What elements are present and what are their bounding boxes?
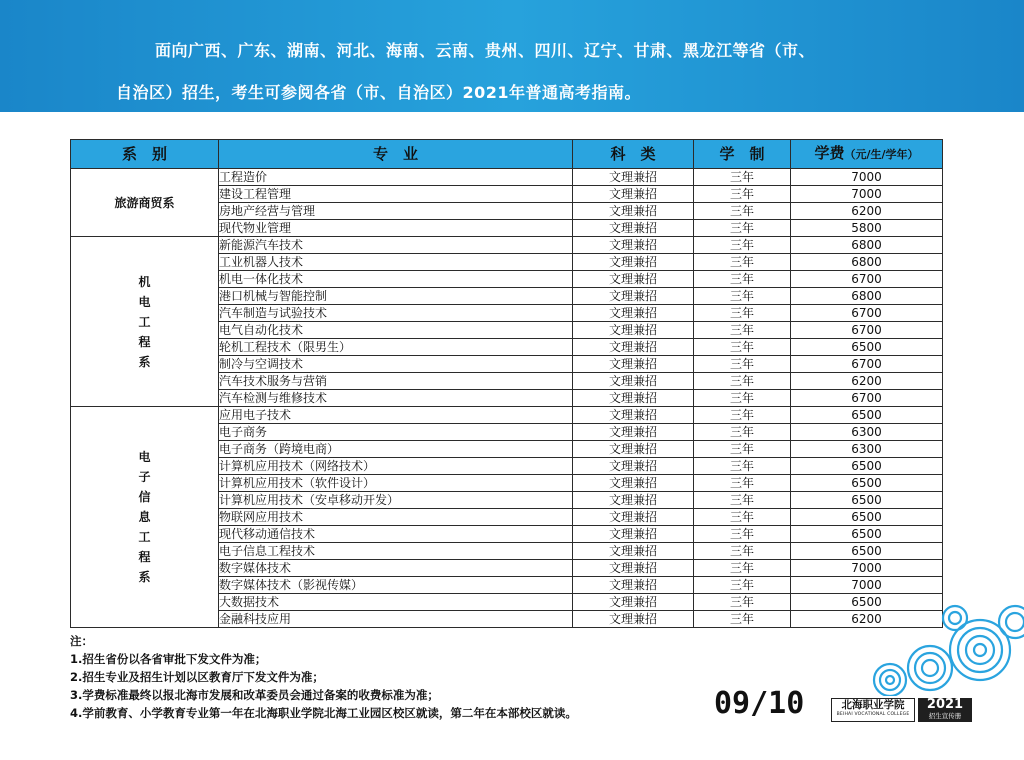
category-cell: 文理兼招	[573, 543, 694, 560]
duration-cell: 三年	[694, 560, 791, 577]
fee-cell: 6700	[791, 356, 943, 373]
header-fee-unit: （元/生/学年）	[844, 148, 919, 161]
duration-cell: 三年	[694, 526, 791, 543]
duration-cell: 三年	[694, 169, 791, 186]
table-row	[71, 237, 943, 254]
table-body	[71, 169, 943, 628]
major-cell: 机电一体化技术	[219, 271, 573, 288]
fee-cell: 6500	[791, 458, 943, 475]
category-cell: 文理兼招	[573, 594, 694, 611]
major-cell: 现代移动通信技术	[219, 526, 573, 543]
major-cell: 数字媒体技术	[219, 560, 573, 577]
major-cell: 电子信息工程技术	[219, 543, 573, 560]
category-cell: 文理兼招	[573, 611, 694, 628]
category-cell: 文理兼招	[573, 305, 694, 322]
header-fee-label: 学费	[814, 144, 845, 162]
school-name-en: BEIHAI VOCATIONAL COLLEGE	[836, 712, 910, 717]
header-category: 科 类	[573, 140, 694, 169]
fee-cell: 6500	[791, 509, 943, 526]
duration-cell: 三年	[694, 356, 791, 373]
fee-cell: 6500	[791, 594, 943, 611]
fee-cell: 6700	[791, 271, 943, 288]
fee-cell: 6700	[791, 305, 943, 322]
duration-cell: 三年	[694, 390, 791, 407]
major-cell: 计算机应用技术（网络技术）	[219, 458, 573, 475]
fee-cell: 6500	[791, 339, 943, 356]
fee-cell: 6500	[791, 526, 943, 543]
category-cell: 文理兼招	[573, 186, 694, 203]
category-cell: 文理兼招	[573, 203, 694, 220]
school-logo	[831, 698, 915, 722]
duration-cell: 三年	[694, 458, 791, 475]
major-cell: 汽车制造与试验技术	[219, 305, 573, 322]
major-cell: 大数据技术	[219, 594, 573, 611]
department-cell	[71, 407, 219, 628]
category-cell: 文理兼招	[573, 339, 694, 356]
duration-cell: 三年	[694, 577, 791, 594]
fee-cell: 6500	[791, 543, 943, 560]
fee-cell: 6200	[791, 373, 943, 390]
category-cell: 文理兼招	[573, 254, 694, 271]
note-item: 2.招生专业及招生计划以区教育厅下发文件为准；	[70, 670, 324, 684]
note-item: 3.学费标准最终以报北海市发展和改革委员会通过备案的收费标准为准；	[70, 688, 439, 702]
major-cell: 汽车检测与维修技术	[219, 390, 573, 407]
table-row	[71, 407, 943, 424]
fee-cell: 7000	[791, 186, 943, 203]
major-cell: 港口机械与智能控制	[219, 288, 573, 305]
header-major: 专 业	[219, 140, 573, 169]
year-badge	[918, 698, 972, 722]
duration-cell: 三年	[694, 305, 791, 322]
department-name: 机电工程系	[138, 274, 151, 369]
major-cell: 房地产经营与管理	[219, 203, 573, 220]
page-number: 09/10	[714, 686, 805, 721]
duration-cell: 三年	[694, 509, 791, 526]
category-cell: 文理兼招	[573, 322, 694, 339]
duration-cell: 三年	[694, 441, 791, 458]
header-fee	[791, 140, 943, 169]
major-cell: 轮机工程技术（限男生）	[219, 339, 573, 356]
major-cell: 制冷与空调技术	[219, 356, 573, 373]
category-cell: 文理兼招	[573, 169, 694, 186]
category-cell: 文理兼招	[573, 475, 694, 492]
major-cell: 金融科技应用	[219, 611, 573, 628]
major-cell: 工程造价	[219, 169, 573, 186]
duration-cell: 三年	[694, 594, 791, 611]
department-cell	[71, 169, 219, 237]
fee-cell: 6300	[791, 424, 943, 441]
note-item: 4.学前教育、小学教育专业第一年在北海职业学院北海工业园区校区就读，第二年在本部校区就读。	[70, 706, 577, 720]
major-cell: 汽车技术服务与营销	[219, 373, 573, 390]
category-cell: 文理兼招	[573, 577, 694, 594]
fee-cell: 6800	[791, 288, 943, 305]
duration-cell: 三年	[694, 203, 791, 220]
fee-cell: 6200	[791, 611, 943, 628]
cloud-swirl-decoration	[830, 600, 1024, 696]
major-cell: 计算机应用技术（软件设计）	[219, 475, 573, 492]
header-duration: 学 制	[694, 140, 791, 169]
duration-cell: 三年	[694, 322, 791, 339]
fee-cell: 6500	[791, 475, 943, 492]
major-cell: 电子商务	[219, 424, 573, 441]
major-cell: 现代物业管理	[219, 220, 573, 237]
notes	[70, 632, 577, 722]
duration-cell: 三年	[694, 288, 791, 305]
duration-cell: 三年	[694, 611, 791, 628]
fee-cell: 6500	[791, 407, 943, 424]
major-cell: 新能源汽车技术	[219, 237, 573, 254]
fee-cell: 6300	[791, 441, 943, 458]
department-name: 电子信息工程系	[138, 450, 151, 584]
major-cell: 工业机器人技术	[219, 254, 573, 271]
table-row	[71, 169, 943, 186]
category-cell: 文理兼招	[573, 424, 694, 441]
major-cell: 建设工程管理	[219, 186, 573, 203]
major-cell: 计算机应用技术（安卓移动开发）	[219, 492, 573, 509]
department-cell	[71, 237, 219, 407]
fee-cell: 6800	[791, 237, 943, 254]
fee-cell: 7000	[791, 577, 943, 594]
category-cell: 文理兼招	[573, 220, 694, 237]
duration-cell: 三年	[694, 339, 791, 356]
duration-cell: 三年	[694, 186, 791, 203]
duration-cell: 三年	[694, 237, 791, 254]
intro-line-2: 自治区）招生，考生可参阅各省（市、自治区）2021年普通高考指南。	[116, 83, 642, 102]
fee-cell: 7000	[791, 169, 943, 186]
category-cell: 文理兼招	[573, 441, 694, 458]
category-cell: 文理兼招	[573, 492, 694, 509]
category-cell: 文理兼招	[573, 356, 694, 373]
year-caption: 招生宣传册	[928, 712, 962, 720]
department-name: 旅游商贸系	[114, 195, 175, 210]
fee-cell: 6200	[791, 203, 943, 220]
fee-cell: 6700	[791, 322, 943, 339]
table-header-row	[71, 140, 943, 169]
fee-cell: 6500	[791, 492, 943, 509]
duration-cell: 三年	[694, 373, 791, 390]
category-cell: 文理兼招	[573, 390, 694, 407]
note-item: 1.招生省份以各省审批下发文件为准；	[70, 652, 267, 666]
school-name: 北海职业学院	[841, 699, 905, 711]
major-cell: 电气自动化技术	[219, 322, 573, 339]
major-cell: 应用电子技术	[219, 407, 573, 424]
header-dept: 系 别	[71, 140, 219, 169]
duration-cell: 三年	[694, 254, 791, 271]
category-cell: 文理兼招	[573, 237, 694, 254]
intro-line-1: 面向广西、广东、湖南、河北、海南、云南、贵州、四川、辽宁、甘肃、黑龙江等省（市、	[155, 41, 816, 60]
duration-cell: 三年	[694, 475, 791, 492]
category-cell: 文理兼招	[573, 288, 694, 305]
fee-cell: 6700	[791, 390, 943, 407]
duration-cell: 三年	[694, 543, 791, 560]
major-cell: 物联网应用技术	[219, 509, 573, 526]
duration-cell: 三年	[694, 407, 791, 424]
duration-cell: 三年	[694, 271, 791, 288]
major-cell: 数字媒体技术（影视传媒）	[219, 577, 573, 594]
category-cell: 文理兼招	[573, 560, 694, 577]
duration-cell: 三年	[694, 220, 791, 237]
fee-cell: 5800	[791, 220, 943, 237]
category-cell: 文理兼招	[573, 373, 694, 390]
category-cell: 文理兼招	[573, 407, 694, 424]
duration-cell: 三年	[694, 424, 791, 441]
category-cell: 文理兼招	[573, 509, 694, 526]
fee-cell: 6800	[791, 254, 943, 271]
category-cell: 文理兼招	[573, 526, 694, 543]
major-cell: 电子商务（跨境电商）	[219, 441, 573, 458]
category-cell: 文理兼招	[573, 458, 694, 475]
duration-cell: 三年	[694, 492, 791, 509]
admission-table	[70, 139, 943, 628]
year-label: 2021	[926, 697, 964, 712]
notes-title: 注：	[70, 634, 93, 648]
category-cell: 文理兼招	[573, 271, 694, 288]
fee-cell: 7000	[791, 560, 943, 577]
